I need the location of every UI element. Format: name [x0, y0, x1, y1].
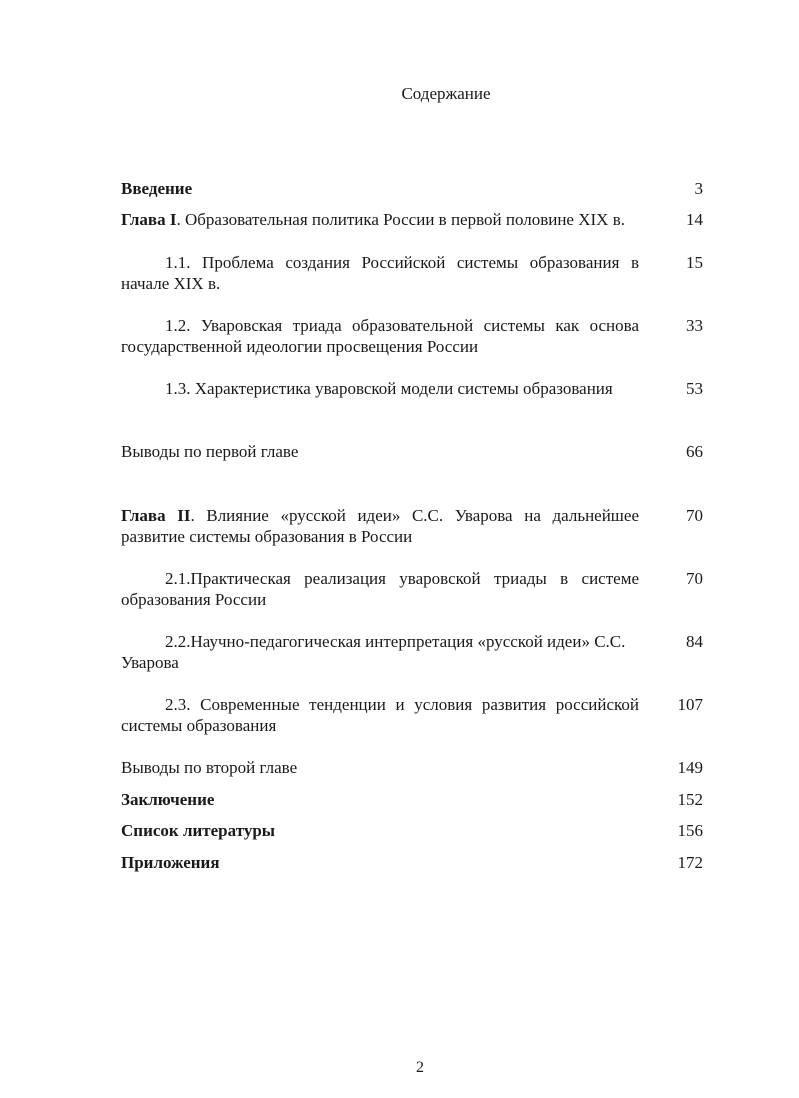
- toc-entry-references[interactable]: [121, 820, 703, 841]
- chapter-label: Глава I: [121, 210, 177, 229]
- toc-page-number: 70: [686, 506, 703, 525]
- section-title: 2.1.Практическая реализация уваровской триады в системе образования России: [121, 569, 639, 609]
- toc-page-number: 152: [677, 790, 703, 809]
- chapter-title: . Образовательная политика России в первой половине XIX в.: [176, 210, 625, 229]
- toc-entry-introduction[interactable]: [121, 178, 703, 199]
- toc-entry-section-2-1[interactable]: [121, 568, 703, 610]
- toc-page-number: 70: [686, 569, 703, 588]
- toc-page-number: 172: [677, 853, 703, 872]
- section-title: 1.2. Уваровская триада образовательной системы как основа государственной идеологии просвещения России: [121, 316, 639, 356]
- chapter-label: Глава II: [121, 506, 191, 525]
- toc-page-number: 53: [686, 379, 703, 398]
- toc-entry-label: Заключение: [121, 790, 215, 809]
- section-title: Выводы по первой главе: [121, 442, 299, 461]
- toc-entry-conclusion[interactable]: [121, 789, 703, 810]
- toc-entry-section-1-2[interactable]: [121, 315, 703, 357]
- toc-entry-section-1-3[interactable]: [121, 378, 703, 399]
- toc-page-number: 15: [686, 253, 703, 272]
- toc-page-number: 107: [677, 695, 703, 714]
- toc-entry-chapter-1[interactable]: [121, 209, 703, 230]
- toc-page-number: 33: [686, 316, 703, 335]
- section-title: 2.2.Научно-педагогическая интерпретация «русской идеи» С.С. Уварова: [121, 632, 626, 672]
- toc-entry-label: Список литературы: [121, 821, 276, 840]
- page-number: 2: [416, 1059, 424, 1076]
- toc-page-number: 66: [686, 442, 703, 461]
- toc-entry-label: Приложения: [121, 853, 220, 872]
- section-title: 1.1. Проблема создания Российской системы образования в начале XIX в.: [121, 253, 639, 293]
- toc-entry-section-2-3[interactable]: [121, 694, 703, 736]
- section-title: 1.3. Характеристика уваровской модели системы образования: [165, 379, 613, 398]
- toc-page-number: 149: [677, 758, 703, 777]
- toc-page-number: 14: [686, 210, 703, 229]
- toc-entry-conclusions-chapter-1[interactable]: [121, 441, 703, 462]
- section-title: Выводы по второй главе: [121, 758, 298, 777]
- toc-page-number: 84: [686, 632, 703, 651]
- page-title: Содержание: [401, 84, 491, 103]
- chapter-title: . Влияние «русской идеи» С.С. Уварова на дальнейшее развитие системы образования в России: [121, 506, 639, 546]
- toc-entry-conclusions-chapter-2[interactable]: [121, 757, 703, 778]
- toc-page-number: 3: [694, 179, 703, 198]
- section-title: 2.3. Современные тенденции и условия развития российской системы образования: [121, 695, 639, 735]
- toc-entry-section-2-2[interactable]: [121, 631, 703, 673]
- toc-entry-appendices[interactable]: [121, 852, 703, 873]
- toc-entry-label: Введение: [121, 179, 193, 198]
- toc-entry-chapter-2[interactable]: [121, 505, 703, 547]
- toc-entry-section-1-1[interactable]: [121, 252, 703, 294]
- toc-page-number: 156: [677, 821, 703, 840]
